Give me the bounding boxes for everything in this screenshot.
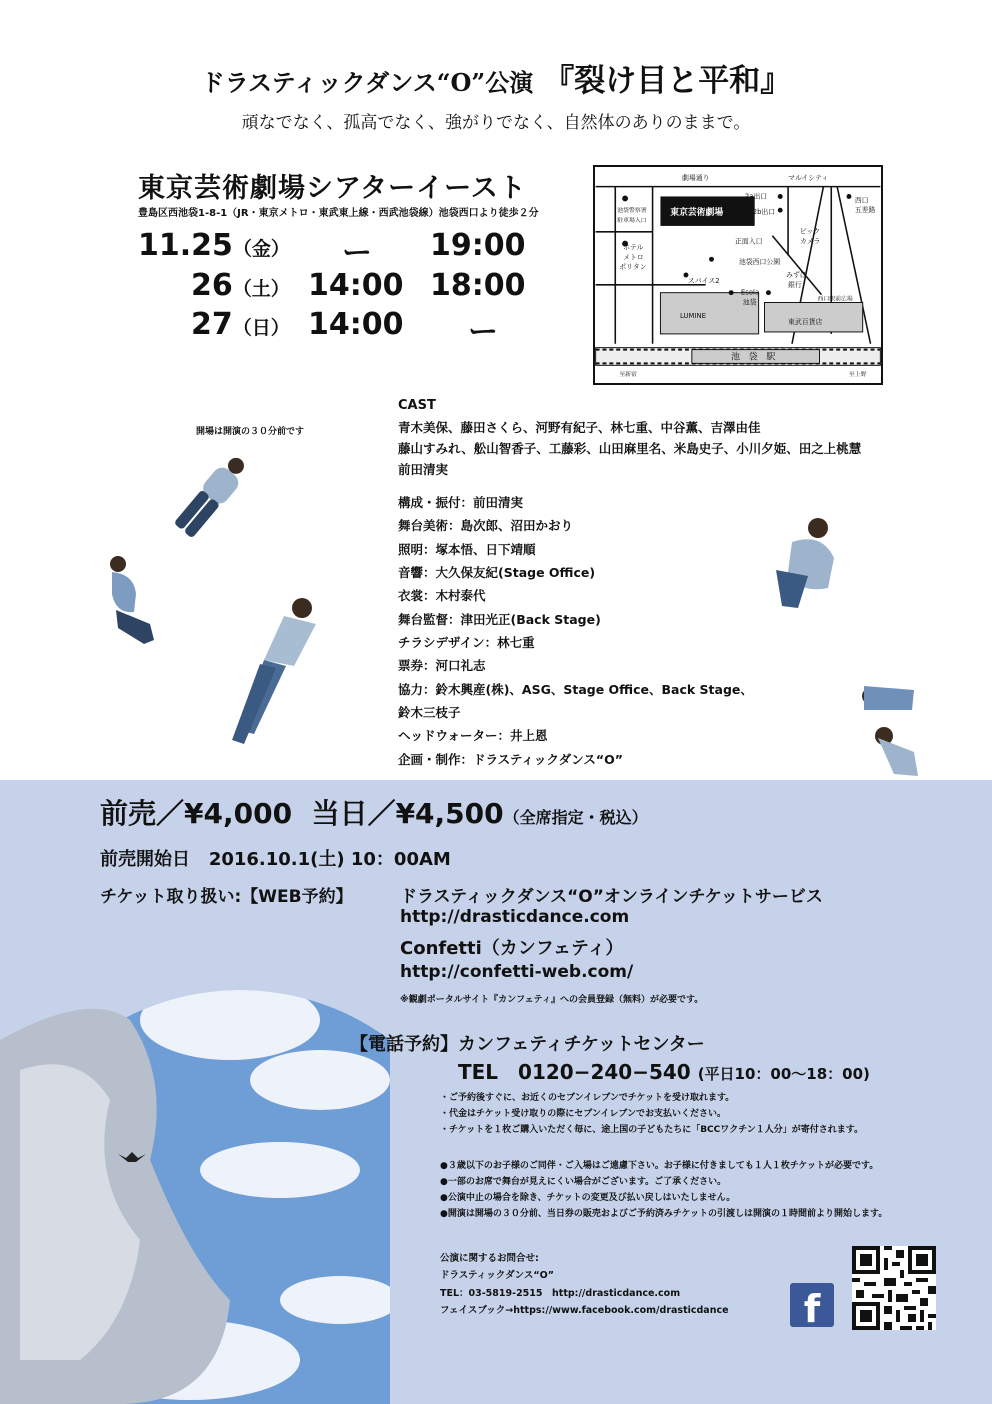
credit-line: 舞台美術：島次郎、沼田かおり [398, 518, 574, 533]
map-label: 西口 [854, 196, 869, 205]
map-label: 東武百貨店 [788, 318, 823, 327]
map-label: 至新宿 [619, 372, 637, 379]
map-label: 劇場通り [682, 173, 710, 182]
phone-reservation [350, 1030, 705, 1056]
credit-line: 衣裳：木村泰代 [398, 588, 486, 603]
credit-line: 音響：大久保友紀(Stage Office) [398, 565, 596, 580]
schedule-weekday: （土） [232, 278, 290, 300]
map-label: みずほ [786, 270, 807, 279]
handling-label: チケット取り扱い: [100, 887, 242, 907]
schedule-time: 19:00 [430, 228, 526, 263]
venue-name: 東京芸術劇場シアターイースト [138, 173, 527, 204]
schedule-date: 26 [191, 268, 233, 303]
map-label: カメラ [799, 237, 821, 246]
web-service: ドラスティックダンス“O”オンラインチケットサービス [400, 887, 823, 907]
map-label: 五差路 [854, 206, 876, 215]
phone-center: カンフェティチケットセンター [458, 1034, 705, 1055]
credit-line: 舞台監督：津田光正(Back Stage) [398, 612, 601, 627]
ticket-note: ・チケットを１枚ご購入いただく毎に、途上国の子どもたちに「BCCワクチン１人分」が寄付されます。 [440, 1125, 864, 1135]
price-line [100, 792, 648, 832]
map-label: LUMINE [680, 312, 706, 321]
schedule-date: 27 [191, 307, 233, 342]
dancer-photo [104, 554, 160, 650]
map-label: 正面入口 [735, 237, 763, 246]
contact-heading: 公演に関するお問合せ: [440, 1253, 539, 1264]
map-label: ポリタン [619, 263, 647, 272]
ticket-note: ・ご予約後すぐに、お近くのセブンイレブンでチケットを受け取れます。 [440, 1093, 735, 1103]
credit-line: チラシデザイン：林七重 [398, 635, 535, 650]
access-map [593, 165, 883, 385]
confetti-name: Confetti（カンフェティ） [400, 938, 624, 959]
door-price: 当日／¥4,500 [311, 797, 504, 830]
map-label: 池袋西口公園 [738, 258, 781, 267]
map-venue-label: 東京芸術劇場 [670, 208, 724, 219]
dancer-photo [224, 594, 330, 750]
sale-start-label: 前売開始日 [100, 849, 190, 870]
schedule-date: 11.25 [138, 228, 233, 263]
map-label: 池袋警察署 [617, 208, 647, 215]
title-main: 『裂け目と平和』 [543, 63, 792, 99]
notice: ●３歳以下のお子様のご同伴・ご入場はご遠慮下さい。お子様に付きましても１人１枚チケットが必要です。 [440, 1161, 879, 1171]
contact-org: ドラスティックダンス“O” [440, 1270, 554, 1281]
advance-price: 前売／¥4,000 [100, 797, 293, 830]
map-label: スパイス2 [687, 276, 720, 285]
tel-hours: (平日10：00〜18：00) [697, 1065, 870, 1083]
notice: ●一部のお席で舞台が見えにくい場合がございます。ご了承ください。 [440, 1177, 727, 1187]
schedule-time: 18:00 [430, 268, 526, 303]
map-label: 2b出口 [752, 208, 776, 217]
notice: ●開演は開場の３０分前、当日券の販売およびご予約済みチケットの引渡しは開演の１時間前より開始します。 [440, 1209, 888, 1219]
tel-number: TEL 0120−240−540 [458, 1060, 691, 1084]
schedule-time: 14:00 [308, 268, 404, 303]
contact-facebook: フェイスブック→https://www.facebook.com/drasticdance [440, 1305, 729, 1316]
map-label: 銀行 [788, 280, 802, 289]
map-label: ビック [799, 227, 821, 236]
dancer-photo [166, 446, 252, 550]
map-label: 2a出口 [744, 192, 768, 201]
schedule-row-3 [191, 307, 290, 342]
cast-line: 青木美保、藤田さくら、河野有紀子、林七重、中谷薫、吉澤由佳 [398, 420, 761, 435]
schedule-time: ー [468, 315, 498, 350]
ticket-handling [100, 882, 353, 907]
dancer-photo [768, 514, 852, 614]
confetti-url-link[interactable]: http://confetti-web.com/ [400, 962, 634, 982]
schedule-weekday: （金） [232, 238, 290, 260]
subtitle: 頑なでなく、孤高でなく、強がりでなく、自然体のありのままで。 [241, 113, 751, 133]
web-label: 【WEB予約】 [241, 887, 353, 907]
credit-line: ヘッドウォーター：井上恩 [398, 728, 548, 743]
contact-tel-web: TEL：03-5819-2515 http://drasticdance.com [440, 1288, 681, 1299]
credit-line: 構成・振付：前田清実 [398, 495, 524, 510]
price-note: （全席指定・税込） [503, 808, 648, 827]
credit-line: 企画・制作：ドラスティックダンス“O” [398, 752, 623, 767]
phone-number [458, 1056, 870, 1085]
sky-photo [0, 940, 390, 1404]
dancer-photo [854, 676, 932, 780]
map-label: マルイシティ [788, 173, 829, 182]
sale-start [100, 845, 451, 871]
credit-line: 票券：河口礼志 [398, 658, 486, 673]
map-label: メトロ [623, 253, 644, 262]
map-label: 西口駅前広場 [817, 296, 853, 303]
credit-line: 照明：塚本悟、日下靖順 [398, 542, 536, 557]
map-label: 駐車場入口 [617, 217, 647, 224]
title-prefix: ドラスティックダンス“O”公演 [200, 68, 534, 97]
map-label: 池袋 [742, 298, 757, 307]
schedule-time: ー [342, 236, 372, 271]
schedule-weekday: （日） [232, 317, 290, 339]
sale-start-value: 2016.10.1(土) 10：00AM [208, 849, 451, 870]
schedule-row-1 [138, 228, 290, 263]
member-note: ※観劇ポータルサイト『カンフェティ』への会員登録（無料）が必要です。 [400, 995, 704, 1005]
credit-line: 鈴木三枝子 [398, 705, 461, 720]
cast-heading: CAST [398, 398, 436, 413]
map-label: 至上野 [848, 372, 867, 379]
map-label: Esola [740, 288, 760, 297]
map-label: ホテル [623, 243, 644, 252]
opening-note: 開場は開演の３０分前です [196, 427, 305, 437]
poster-title [0, 55, 992, 100]
credit-line: 協力：鈴木興産(株)、ASG、Stage Office、Back Stage、 [398, 682, 753, 697]
schedule-time: 14:00 [308, 307, 404, 342]
cast-line: 前田清実 [398, 462, 449, 477]
map-station-label: 池 袋 駅 [731, 352, 776, 363]
schedule-row-2 [191, 268, 290, 303]
qr-code[interactable] [852, 1246, 936, 1330]
phone-label: 【電話予約】 [350, 1034, 458, 1055]
venue-address: 豊島区西池袋1-8-1（JR・東京メトロ・東武東上線・西武池袋線）池袋西口より徒歩２分 [138, 208, 539, 219]
facebook-icon[interactable]: f [790, 1283, 834, 1327]
ticket-note: ・代金はチケット受け取りの際にセブンイレブンでお支払いください。 [440, 1109, 727, 1119]
cast-line: 藤山すみれ、舩山智香子、工藤彩、山田麻里名、米島史子、小川夕姫、田之上桃慧 [398, 441, 862, 456]
web-url-link[interactable]: http://drasticdance.com [400, 907, 630, 927]
notice: ●公演中止の場合を除き、チケットの変更及び払い戻しはいたしません。 [440, 1193, 736, 1203]
